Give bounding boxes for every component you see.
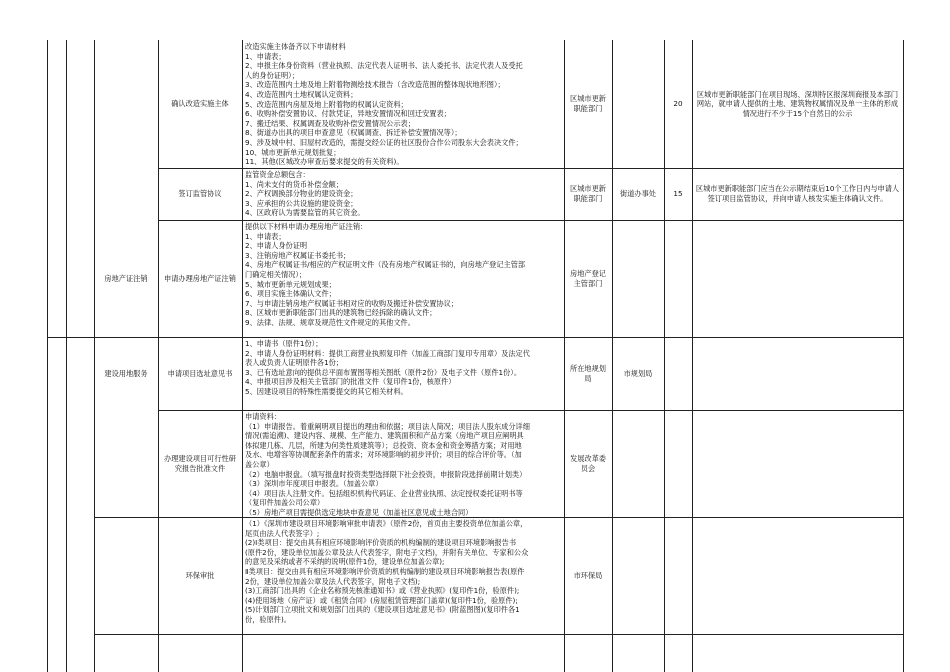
grid-line	[66, 40, 67, 672]
item-cell: 申请项目选址意见书	[167, 368, 233, 378]
dept-cell: 区城市更新职能部门	[570, 94, 606, 113]
service-cell: 房地产证注销	[104, 273, 148, 283]
materials-cell: 提供以下材料申请办理房地产证注销： 1、申请表； 2、申请人身份证明 3、注销房地产权属证书委托书； 4、房地产权属证书/相应的产权证明文件（没有房地产权属证书的，向房地产登记主管部 门确定相关情况）； 5、城市更新单元规划成果； 6、项目实施主体确认文件； 7、与申请注销房地产权属证书相对应的收购及搬迁补偿安置协议； 8、区城市更新职能部门出具的建筑物已经拆除的确认文件； 9、法律、法规、规章及规范性文件规定的其他文件。	[245, 222, 526, 327]
item-cell: 环保审批	[185, 570, 215, 580]
grid-line	[94, 634, 903, 635]
dept-cell: 市环保局	[573, 570, 603, 580]
days-cell: 20	[673, 99, 683, 109]
materials-cell: 1、申请书（原件1份）； 2、申请人身份证明材料：提供工商营业执照复印件（加盖工商部门复印专用章）及法定代 表人或负责人证明原件各1份； 3、已有选址意向的提供总平面布置图等相关图纸（原件2份）及电子文件（原件1份）。 4、申报项目涉及相关主管部门的批准文件（复印件1份，核原件） 5、因建设项目的特殊性需要提交的其它相关材料。	[245, 339, 530, 396]
dept-cell: 区城市更新职能部门	[570, 184, 606, 203]
item-cell: 办理建设项目可行性研究报告批准文件	[164, 453, 236, 473]
assist-cell: 市规划局	[623, 368, 653, 378]
materials-cell: 监管资金总额包含： 1、尚未支付的货币补偿金额； 2、产权调换部分物业的建设资金； 3、应承担的公共设施的建设资金； 4、区政府认为需要监管的其它资金。	[245, 170, 365, 218]
days-cell: 15	[673, 189, 683, 199]
dept-cell: 房地产登记主管部门	[570, 268, 606, 288]
materials-cell: （1）《深圳市建设项目环境影响审批申请表》（原件2份，首页由主要投资单位加盖公章， 尾页由法人代表签字）; (2)Ⅰ类项目：提交由具有相应环境影响评价资质的机构编制的建设项目环境影响报告书 (原件2份，建设单位加盖公章及法人代表签字，附电子文档)，并附有关单位、专家和公众 的意见及采纳或者不采纳的说明(原件1份，建设单位加盖公章); Ⅱ类项目：提交由具有相应环境影响评价资质的机构编制的建设项目环境影响报告表(原件 2份，建设单位加盖公章及法人代表签字，附电子文档); (3)工商部门出具的《企业名称预先核准通知书》或《营业执照》(复印件1份，验原件); (4)使用场地（房产证）或《租赁合同》(房屋租赁管理部门盖章)(复印件1份，验原件); (5)计划部门立项批文和规划部门出具的《建设项目选址意见书》(附蓝图图)(复印件各1 份，验原件)。	[245, 519, 529, 624]
grid-line	[47, 40, 48, 672]
dept-cell: 发展改革委员会	[570, 453, 606, 473]
note-cell: 区城市更新职能部门在项目现场、深圳特区报深圳商报及本部门网站，就申请人提供的土地、建筑物权属情况及单一主体的形成情况进行不少于15个自然日的公示	[696, 89, 899, 118]
materials-cell: 申请资料： （1）申请报告。着重阐明项目提出的理由和依据；项目法人简况；项目法人股东成分详细 情况(需追溯)、建设内容、规模、生产能力、建筑面积和产品方案（房地产项目应阐明具 体拟建几栋、几层，所建为何类性质建筑等）；总投资、资本金和资金筹措方案；对用地 及水、电增容等协调配套条件的需求；对环境影响的初步评价；项目的综合评价等。（加 盖公章） （2）电脑申报盘。（填写报盘时投资类型选择限下社会投资，申报阶段选择前期计划类） （3）深圳市年度项目申报表。（加盖公章） （4）项目法人注册文件。包括组织机构代码证、企业营业执照、法定授权委托证明书等 （复印件加盖公司公章） （5）房地产项目需提供选定地块申查意见（加盖社区意见或土地合同）	[245, 412, 530, 517]
dept-cell: 所在地规划局	[570, 363, 606, 383]
materials-cell: 改造实施主体备齐以下申请材料 1、申请表； 2、申报主体身份资料（营业执照、法定代表人证明书、法人委托书、法定代表人及受托 人的身份证明）； 3、改造范围内土地及地上附着物测绘技术报告（含改造范围的整体现状地形图）； 4、改造范围内土地权属认定资料； 5、改造范围内房屋及地上附着物的权属认定资料； 6、收购补偿安置协议、付款凭证，异地安置情况和回迁安置表； 7、搬迁结果、权属调查及收购补偿安置情况公示表； 8、街道办出具的项目申查意见（权属调查、拆迁补偿安置情况等）； 9、涉及城中村、旧屋村改造的，需提交经公证的社区股份合作公司股东大会表决文件； 10、城市更新单元规划批复； 11、其他(区城改办审查后要求提交的有关资料)。	[245, 42, 523, 167]
item-cell: 签订监管协议	[178, 189, 222, 199]
assist-cell: 街道办事处	[620, 189, 656, 199]
item-cell: 确认改造实施主体	[171, 99, 229, 109]
note-cell: 区城市更新职能部门应当在公示期结束后10个工作日内与申请人签订项目监管协议，并向申请人核发实施主体确认文件。	[695, 184, 900, 203]
service-cell: 建设用地服务	[104, 368, 148, 378]
grid-line	[903, 40, 904, 672]
item-cell: 申请办理房地产证注销	[164, 273, 236, 283]
